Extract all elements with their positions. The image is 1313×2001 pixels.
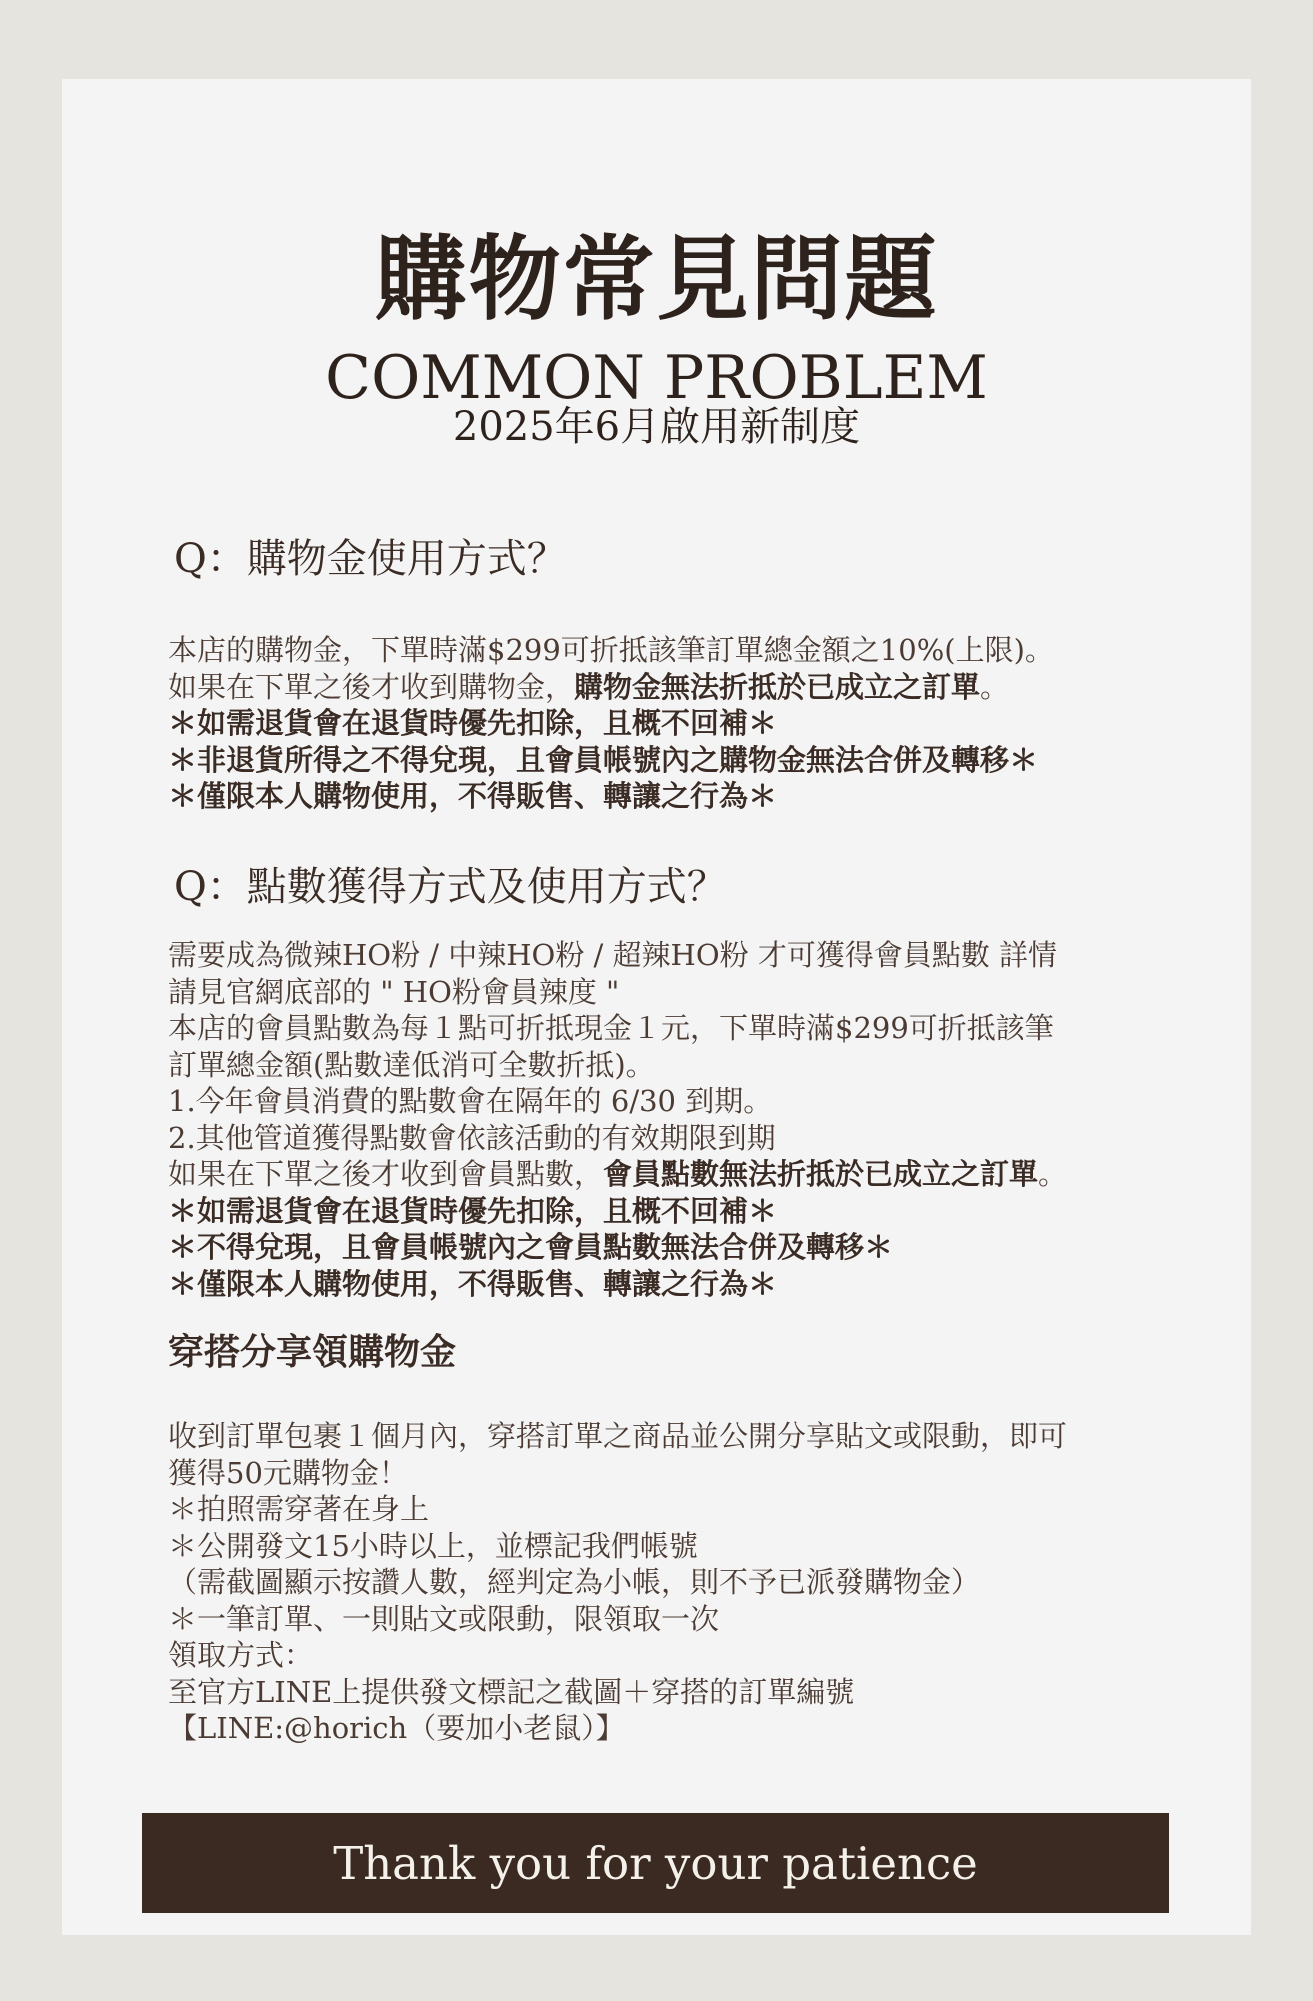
faq-answer-points — [168, 937, 1188, 1302]
page-subtitle: COMMON PROBLEM — [325, 343, 988, 413]
answer-line: 1.今年會員消費的點數會在隔年的 6/30 到期。 — [168, 1084, 773, 1118]
answer-line: 如果在下單之後才收到購物金，購物金無法折抵於已成立之訂單。 — [168, 669, 1010, 704]
footer-banner — [142, 1813, 1169, 1913]
answer-line: 本店的會員點數為每１點可折抵現金１元，下單時滿$299可折抵該筆 — [168, 1011, 1054, 1045]
page-title: 購物常見問題 — [374, 225, 939, 333]
detail-line: （需截圖顯示按讚人數，經判定為小帳，則不予已派發購物金） — [168, 1565, 981, 1599]
faq-question-points: Q：點數獲得方式及使用方式？ — [174, 864, 727, 910]
answer-line: 需要成為微辣HO粉 / 中辣HO粉 / 超辣HO粉 才可獲得會員點數 詳情 — [168, 938, 1058, 972]
outfit-share-details — [168, 1418, 1188, 1747]
detail-line: 獲得50元購物金！ — [168, 1455, 408, 1490]
outfit-share-heading: 穿搭分享領購物金 — [168, 1331, 457, 1373]
detail-line: 領取方式： — [168, 1638, 314, 1672]
faq-question-shopping-credit: Q：購物金使用方式？ — [174, 536, 567, 582]
answer-line: 訂單總金額(點數達低消可全數折抵)。 — [168, 1047, 655, 1082]
detail-line: ＊一筆訂單、一則貼文或限動，限領取一次 — [168, 1601, 720, 1636]
date-note: 2025年6月啟用新制度 — [452, 404, 861, 450]
answer-line: 請見官網底部的 " HO粉會員辣度 " — [168, 974, 620, 1009]
faq-answer-shopping-credit — [168, 632, 1188, 815]
detail-line: ＊拍照需穿著在身上 — [168, 1492, 430, 1526]
faq-card — [62, 79, 1251, 1935]
emphasis-text: 購物金無法折抵於已成立之訂單 — [574, 669, 981, 704]
detail-line: 收到訂單包裹１個月內，穿搭訂單之商品並公開分享貼文或限動，即可 — [168, 1419, 1068, 1453]
answer-line: 如果在下單之後才收到會員點數，會員點數無法折抵於已成立之訂單。 — [168, 1157, 1068, 1191]
footer-thank-you: Thank you for your patience — [333, 1836, 978, 1890]
answer-rule-line: ＊不得兌現，且會員帳號內之會員點數無法合併及轉移＊ — [168, 1230, 894, 1264]
detail-line: ＊公開發文15小時以上，並標記我們帳號 — [168, 1528, 698, 1563]
answer-rule-line: ＊如需退貨會在退貨時優先扣除，且概不回補＊ — [168, 706, 778, 740]
answer-rule-line: ＊僅限本人購物使用，不得販售、轉讓之行為＊ — [168, 1266, 778, 1301]
detail-line: 至官方LINE上提供發文標記之截圖＋穿搭的訂單編號 — [168, 1674, 855, 1709]
emphasis-text: 會員點數無法折抵於已成立之訂單 — [603, 1157, 1039, 1191]
answer-line: 本店的購物金，下單時滿$299可折抵該筆訂單總金額之10%(上限)。 — [168, 633, 1054, 667]
answer-rule-line: ＊如需退貨會在退貨時優先扣除，且概不回補＊ — [168, 1193, 778, 1228]
answer-rule-line: ＊僅限本人購物使用，不得販售、轉讓之行為＊ — [168, 779, 778, 813]
answer-line: 2.其他管道獲得點數會依該活動的有效期限到期 — [168, 1120, 776, 1155]
line-contact: 【LINE:@horich（要加小老鼠）】 — [168, 1711, 625, 1745]
answer-rule-line: ＊非退貨所得之不得兌現，且會員帳號內之購物金無法合併及轉移＊ — [168, 742, 1039, 777]
